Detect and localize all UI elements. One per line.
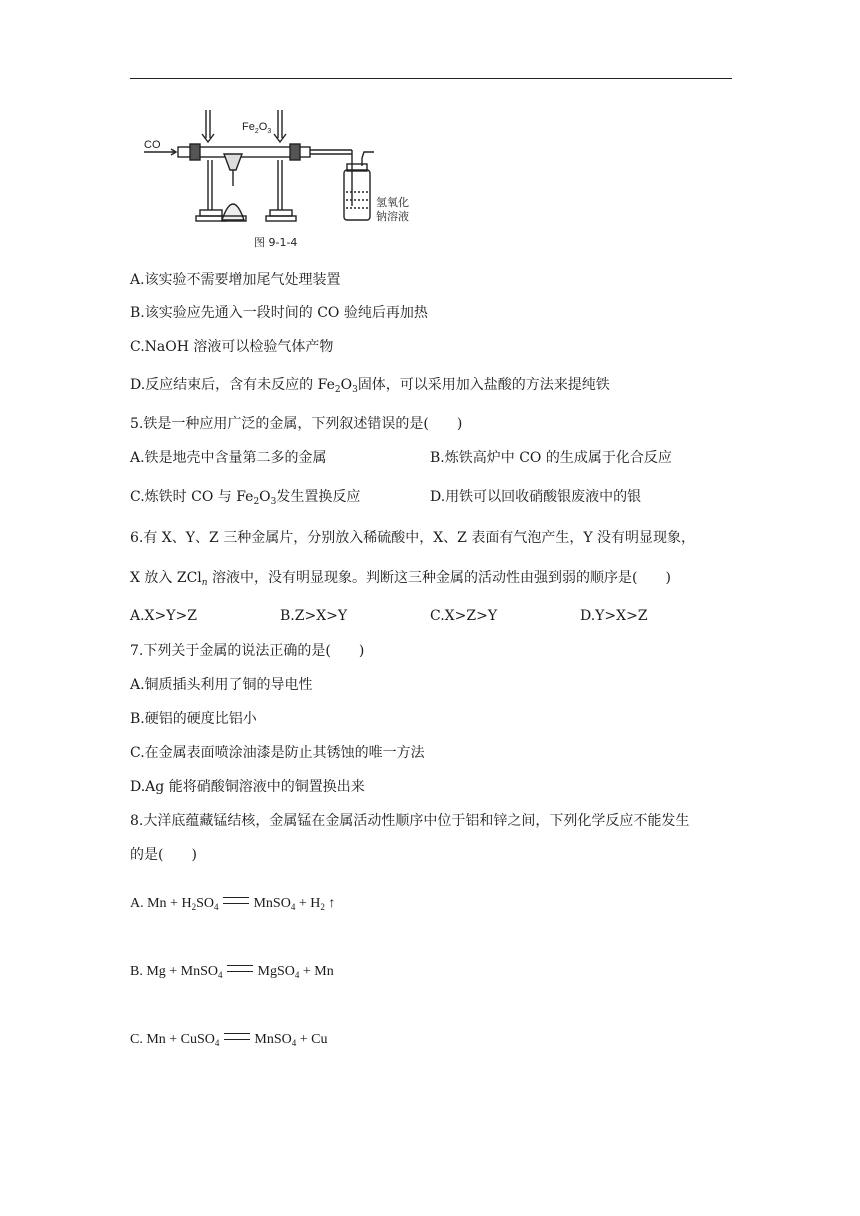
q7-option-d: D.Ag 能将硝酸铜溶液中的铜置换出来 [130, 779, 365, 795]
q4-option-a: A.该实验不需要增加尾气处理装置 [130, 272, 341, 288]
apparatus-figure [138, 108, 438, 252]
q8-stem-1: 8.大洋底蕴藏锰结核，金属锰在金属活动性顺序中位于铝和锌之间，下列化学反应不能发生 [130, 813, 690, 829]
equals-sign [223, 897, 249, 904]
q6-option-b: B.Z>X>Y [280, 608, 348, 624]
q4-option-c: C.NaOH 溶液可以检验气体产物 [130, 339, 334, 355]
q8-stem-2: 的是( ) [130, 847, 197, 863]
q5-option-d: D.用铁可以回收硝酸银废液中的银 [430, 489, 642, 505]
q6-option-d: D.Y>X>Z [580, 608, 648, 624]
gas-arrow-icon: ↑ [328, 896, 336, 911]
figure-caption: 图 9-1-4 [254, 236, 298, 249]
q7-option-b: B.硬铝的硬度比铝小 [130, 711, 257, 727]
q5-option-b: B.炼铁高炉中 CO 的生成属于化合反应 [430, 450, 672, 466]
equals-sign [224, 1033, 250, 1040]
q7-option-a: A.铜质插头利用了铜的导电性 [130, 677, 313, 693]
q8-equation-a: A. $Mn + H_2SO_4$ MnSO$_4$ + $H_2$ ↑ [130, 896, 336, 912]
q5-option-a: A.铁是地壳中含量第二多的金属 [130, 450, 327, 466]
fe2o3-label: $Fe_2O_3$ [242, 121, 272, 135]
naoh-label-2: 钠溶液 [376, 210, 409, 223]
q8-equation-c: C. Mn + CuSO$_4$ MnSO$_4$ + Cu [130, 1032, 328, 1048]
q8-equation-b: B. Mg + MnSO$_4$ MgSO$_4$ + Mn [130, 964, 334, 980]
q4-option-b: B.该实验应先通入一段时间的 CO 验纯后再加热 [130, 305, 428, 321]
header-rule [130, 78, 732, 79]
q4-option-d: D.反应结束后，含有未反应的 $Fe_2O_3$固体，可以采用加入盐酸的方法来提纯铁 [130, 377, 610, 395]
equals-sign [227, 965, 253, 972]
naoh-label-1: 氢氧化 [376, 196, 409, 209]
q7-stem: 7.下列关于金属的说法正确的是( ) [130, 643, 365, 659]
q6-stem-2: X 放入 ZCl$_n$ 溶液中，没有明显现象。判断这三种金属的活动性由强到弱的顺序是( ) [130, 570, 671, 588]
q6-option-c: C.X>Z>Y [430, 608, 498, 624]
q5-stem: 5.铁是一种应用广泛的金属，下列叙述错误的是( ) [130, 416, 463, 432]
q6-option-a: A.X>Y>Z [130, 608, 197, 624]
co-label: CO [144, 139, 161, 151]
q6-stem-1: 6.有 X、Y、Z 三种金属片，分别放入稀硫酸中，X、Z 表面有气泡产生，Y 没有明显现象， [130, 530, 696, 546]
q5-option-c: C.炼铁时 CO 与 $Fe_2O_3$发生置换反应 [130, 489, 361, 507]
q7-option-c: C.在金属表面喷涂油漆是防止其锈蚀的唯一方法 [130, 745, 425, 761]
